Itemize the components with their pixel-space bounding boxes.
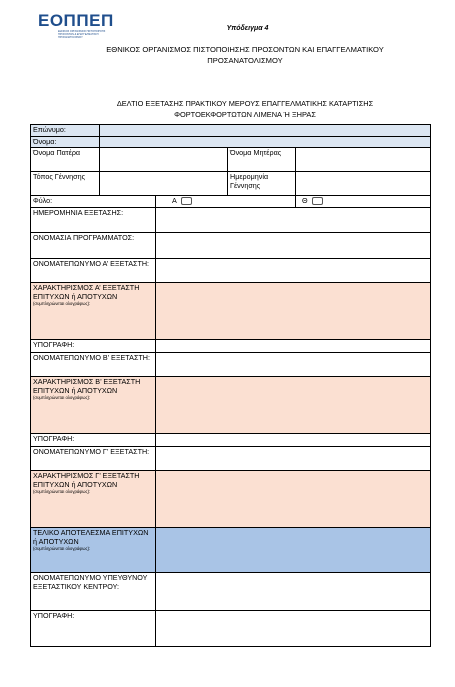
document-title [50, 98, 440, 120]
document-title-line-2: ΦΟΡΤΟΕΚΦΟΡΤΩΤΩΝ ΛΙΜΕΝΑ Ή ΞΗΡΑΣ [174, 110, 316, 119]
form-row-examiner-b [31, 353, 431, 377]
form-row-examiner-b-grade [31, 377, 431, 434]
examiner-a-handwritten-note: (συμπληρώνεται ολογράφως): [33, 301, 91, 307]
form-row-birth [31, 172, 431, 196]
name-label: Όνομα: [31, 136, 100, 148]
exam-date-label: ΗΜΕΡΟΜΗΝΙΑ ΕΞΕΤΑΣΗΣ: [31, 208, 156, 233]
form-row-examiner-a-grade [31, 283, 431, 340]
form-row-parents [31, 148, 431, 172]
gender-th-label: Θ [302, 196, 308, 206]
logo-subtitle: ΕΘΝΙΚΟΣ ΟΡΓΑΝΙΣΜΟΣ ΠΙΣΤΟΠΟΙΗΣΗΣ ΠΡΟΣΟΝΤΩΝ & ΕΠΑΓΓΕΛΜΑΤΙΚΟΥ ΠΡΟΣΑΝΑΤΟΛΙΣΜΟΥ [58, 30, 106, 39]
examiner-b-grade-label [31, 377, 156, 434]
father-name-field[interactable] [100, 148, 228, 172]
examiner-b-grade-field[interactable] [156, 377, 431, 434]
signature-b-label: ΥΠΟΓΡΑΦΗ: [31, 434, 156, 447]
form-row-signature-final [31, 611, 431, 647]
gender-a-label: Α [172, 196, 177, 206]
birth-date-field[interactable] [296, 172, 431, 196]
birth-place-field[interactable] [100, 172, 228, 196]
gender-label: Φύλο: [31, 196, 156, 208]
surname-label: Επώνυμο: [31, 125, 100, 137]
form-row-signature-a [31, 340, 431, 353]
examiner-c-name-label: ΟΝΟΜΑΤΕΠΩΝΥΜΟ Γ’ ΕΞΕΤΑΣΤΗ: [31, 447, 156, 471]
signature-final-label: ΥΠΟΓΡΑΦΗ: [31, 611, 156, 647]
examiner-c-grade-label [31, 471, 156, 528]
form-row-name [31, 136, 431, 148]
form-row-examiner-a [31, 259, 431, 283]
examiner-b-grade-text: ΧΑΡΑΚΤΗΡΙΣΜΟΣ Β’ ΕΞΕΤΑΣΤΗ ΕΠΙΤΥΧΩΝ ή ΑΠΟΤΥΧΩΝ [33, 377, 141, 395]
form-row-signature-b [31, 434, 431, 447]
birth-place-label: Τόπος Γέννησης [31, 172, 100, 196]
center-manager-field[interactable] [156, 573, 431, 611]
final-result-label [31, 528, 156, 573]
examiner-c-grade-text: ΧΑΡΑΚΤΗΡΙΣΜΟΣ Γ’ ΕΞΕΤΑΣΤΗ ΕΠΙΤΥΧΩΝ ή ΑΠΟΤΥΧΩΝ [33, 471, 140, 489]
examiner-c-grade-field[interactable] [156, 471, 431, 528]
signature-a-field[interactable] [156, 340, 431, 353]
final-result-handwritten-note: (συμπληρώνεται ολογράφως): [33, 546, 91, 552]
center-manager-label: ΟΝΟΜΑΤΕΠΩΝΥΜΟ ΥΠΕΥΘΥΝΟΥ ΕΞΕΤΑΣΤΙΚΟΥ ΚΕΝΤΡΟΥ: [31, 573, 156, 611]
form-row-surname [31, 125, 431, 137]
examiner-a-name-field[interactable] [156, 259, 431, 283]
appendix-label: Υπόδειγμα 4 [226, 25, 269, 32]
examiner-b-name-label: ΟΝΟΜΑΤΕΠΩΝΥΜΟ Β’ ΕΞΕΤΑΣΤΗ: [31, 353, 156, 377]
examiner-b-handwritten-note: (συμπληρώνεται ολογράφως): [33, 395, 91, 401]
birth-date-label: Ημερομηνία Γέννησης [228, 172, 296, 196]
examiner-c-handwritten-note: (συμπληρώνεται ολογράφως): [33, 489, 91, 495]
organization-title [60, 44, 430, 66]
exam-date-field[interactable] [156, 208, 431, 233]
mother-name-label: Όνομα Μητέρας [228, 148, 296, 172]
name-field[interactable] [100, 136, 431, 148]
form-row-final-result [31, 528, 431, 573]
program-name-label: ΟΝΟΜΑΣΙΑ ΠΡΟΓΡΑΜΜΑΤΟΣ: [31, 233, 156, 259]
form-row-examiner-c-grade [31, 471, 431, 528]
form-row-program [31, 233, 431, 259]
signature-b-field[interactable] [156, 434, 431, 447]
logo-wordmark: ΕΟΠΠΕΠ [38, 11, 114, 30]
organization-line-1: ΕΘΝΙΚΟΣ ΟΡΓΑΝΙΣΜΟΣ ΠΙΣΤΟΠΟΙΗΣΗΣ ΠΡΟΣΟΝΤΩΝ ΚΑΙ ΕΠΑΓΓΕΛΜΑΤΙΚΟΥ [106, 45, 384, 54]
examiner-b-name-field[interactable] [156, 353, 431, 377]
form-row-examiner-c [31, 447, 431, 471]
final-result-text: ΤΕΛΙΚΟ ΑΠΟΤΕΛΕΣΜΑ ΕΠΙΤΥΧΩΝ ή ΑΠΟΤΥΧΩΝ [33, 528, 149, 546]
gender-option-a[interactable] [156, 196, 296, 208]
document-title-line-1: ΔΕΛΤΙΟ ΕΞΕΤΑΣΗΣ ΠΡΑΚΤΙΚΟΥ ΜΕΡΟΥΣ ΕΠΑΓΓΕΛΜΑΤΙΚΗΣ ΚΑΤΑΡΤΙΣΗΣ [116, 99, 374, 108]
examiner-c-name-field[interactable] [156, 447, 431, 471]
form-row-center-manager [31, 573, 431, 611]
gender-th-checkbox[interactable] [312, 197, 323, 205]
gender-option-th[interactable] [296, 196, 431, 208]
program-name-field[interactable] [156, 233, 431, 259]
gender-a-checkbox[interactable] [181, 197, 192, 205]
signature-final-field[interactable] [156, 611, 431, 647]
mother-name-field[interactable] [296, 148, 431, 172]
examiner-a-grade-label [31, 283, 156, 340]
examiner-a-name-label: ΟΝΟΜΑΤΕΠΩΝΥΜΟ Α’ ΕΞΕΤΑΣΤΗ: [31, 259, 156, 283]
form-row-gender [31, 196, 431, 208]
signature-a-label: ΥΠΟΓΡΑΦΗ: [31, 340, 156, 353]
form-row-exam-date [31, 208, 431, 233]
father-name-label: Όνομα Πατέρα [31, 148, 100, 172]
organization-line-2: ΠΡΟΣΑΝΑΤΟΛΙΣΜΟΥ [207, 56, 283, 65]
examiner-a-grade-field[interactable] [156, 283, 431, 340]
final-result-field[interactable] [156, 528, 431, 573]
surname-field[interactable] [100, 125, 431, 137]
exam-form-table [30, 124, 431, 647]
examiner-a-grade-text: ΧΑΡΑΚΤΗΡΙΣΜΟΣ Α’ ΕΞΕΤΑΣΤΗ ΕΠΙΤΥΧΩΝ ή ΑΠΟΤΥΧΩΝ [33, 283, 140, 301]
